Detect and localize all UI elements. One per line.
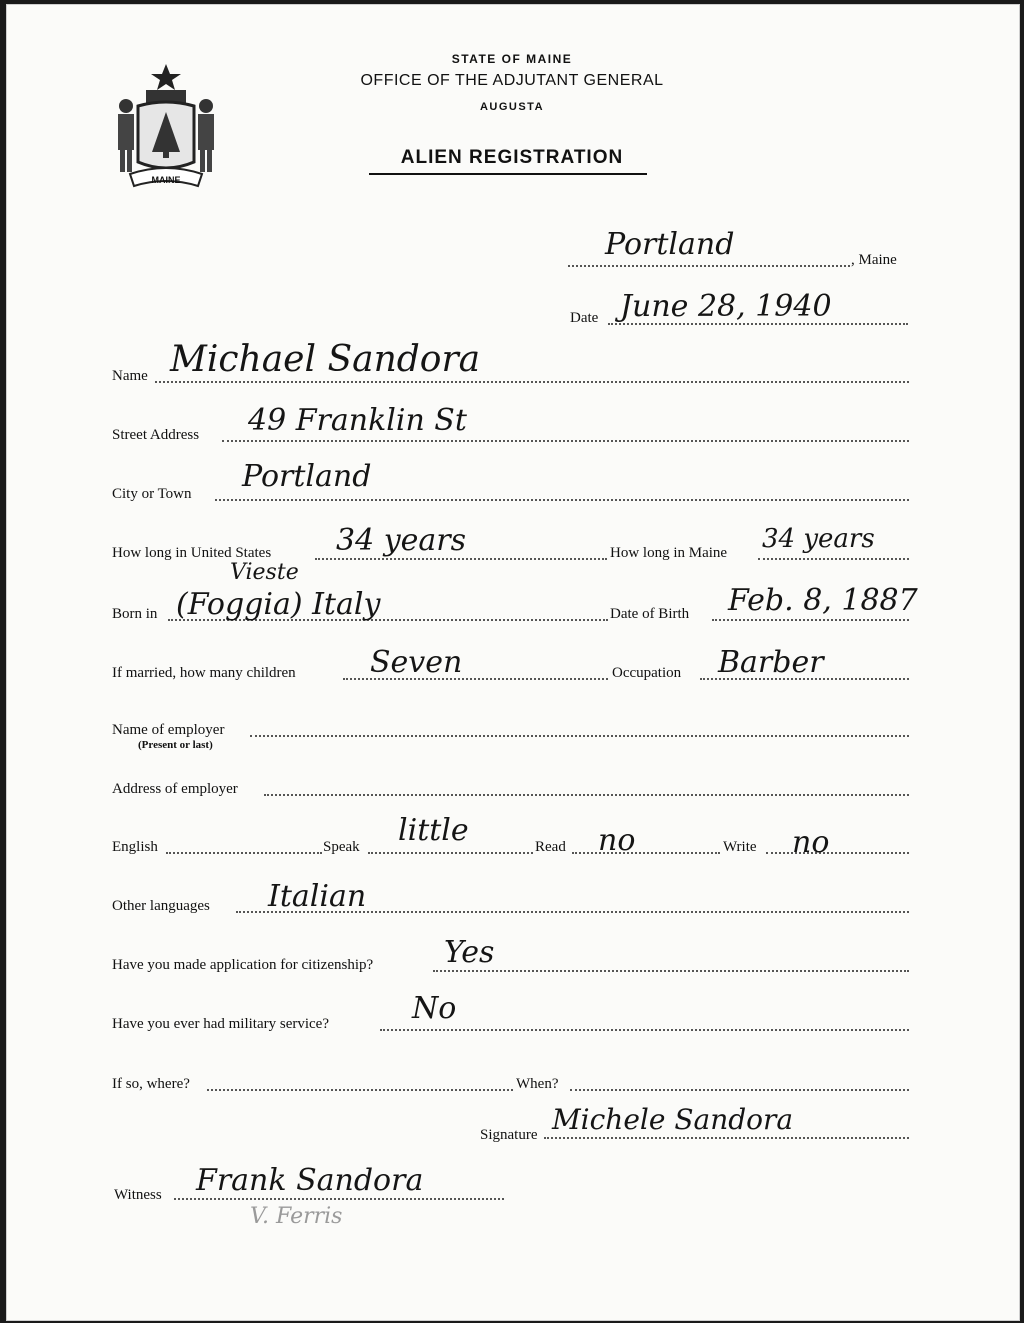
how-long-maine-label: How long in Maine: [610, 545, 728, 561]
street-label: Street Address: [112, 427, 200, 443]
read-value: no: [598, 823, 636, 858]
city-line: [215, 499, 909, 501]
signature-label: Signature: [480, 1127, 538, 1143]
date-value: June 28, 1940: [620, 289, 832, 324]
employer-name-label: Name of employer: [112, 722, 225, 738]
form-title: ALIEN REGISTRATION: [400, 147, 624, 168]
born-in-town-value: Vieste: [230, 560, 299, 585]
born-in-province-value: (Foggia) Italy: [176, 587, 381, 622]
employer-name-sub: (Present or last): [138, 739, 213, 751]
employer-name-line: [250, 735, 909, 737]
witness2-value: V. Ferris: [250, 1204, 343, 1229]
date-of-birth-label: Date of Birth: [610, 606, 690, 622]
write-label: Write: [723, 839, 757, 855]
write-line: [766, 852, 909, 854]
when-label: When?: [516, 1076, 559, 1092]
header-office: OFFICE OF THE ADJUTANT GENERAL: [360, 72, 664, 89]
occupation-value: Barber: [718, 645, 824, 680]
if-so-where-line: [207, 1089, 513, 1091]
children-value: Seven: [370, 645, 463, 680]
citizenship-line: [433, 970, 909, 972]
citizenship-value: Yes: [444, 935, 495, 970]
city-value: Portland: [242, 459, 372, 494]
when-line: [570, 1089, 909, 1091]
form-sheet: [6, 4, 1020, 1321]
speak-value: little: [398, 813, 469, 848]
name-label: Name: [112, 368, 148, 384]
signature-value: Michele Sandora: [552, 1103, 794, 1136]
other-languages-value: Italian: [268, 879, 367, 914]
town-line: [568, 265, 850, 267]
military-value: No: [412, 991, 457, 1026]
street-line: [222, 440, 909, 442]
employer-address-line: [264, 794, 909, 796]
speak-label: Speak: [323, 839, 360, 855]
employer-address-label: Address of employer: [112, 781, 238, 797]
how-long-us-value: 34 years: [336, 523, 467, 558]
town-value: Portland: [605, 227, 735, 262]
how-long-maine-line: [758, 558, 909, 560]
how-long-us-line: [315, 558, 607, 560]
write-value: no: [792, 825, 830, 860]
if-so-where-label: If so, where?: [112, 1076, 190, 1092]
date-of-birth-value: Feb. 8, 1887: [728, 583, 918, 618]
speak-line: [368, 852, 533, 854]
citizenship-label: Have you made application for citizenship?: [112, 957, 374, 973]
city-label: City or Town: [112, 486, 192, 502]
english-line: [166, 852, 322, 854]
header-state: STATE OF MAINE: [451, 52, 573, 66]
seal-banner: MAINE: [151, 175, 181, 185]
maine-suffix: , Maine: [851, 252, 897, 268]
witness-line: [174, 1198, 504, 1200]
military-label: Have you ever had military service?: [112, 1016, 329, 1032]
name-line: [155, 381, 909, 383]
date-of-birth-line: [712, 619, 909, 621]
born-in-label: Born in: [112, 606, 158, 622]
english-label: English: [112, 839, 158, 855]
signature-line: [544, 1137, 909, 1139]
other-languages-label: Other languages: [112, 898, 210, 914]
occupation-label: Occupation: [612, 665, 682, 681]
witness-value: Frank Sandora: [196, 1163, 424, 1198]
header-city: AUGUSTA: [479, 101, 545, 113]
witness-label: Witness: [114, 1187, 162, 1203]
name-value: Michael Sandora: [170, 339, 481, 380]
street-value: 49 Franklin St: [248, 403, 467, 438]
how-long-maine-value: 34 years: [762, 524, 875, 554]
title-underline: [369, 173, 647, 175]
military-line: [380, 1029, 909, 1031]
read-line: [572, 852, 720, 854]
how-long-us-label: How long in United States: [112, 545, 272, 561]
date-label: Date: [570, 310, 599, 326]
children-label: If married, how many children: [112, 665, 296, 681]
read-label: Read: [535, 839, 566, 855]
